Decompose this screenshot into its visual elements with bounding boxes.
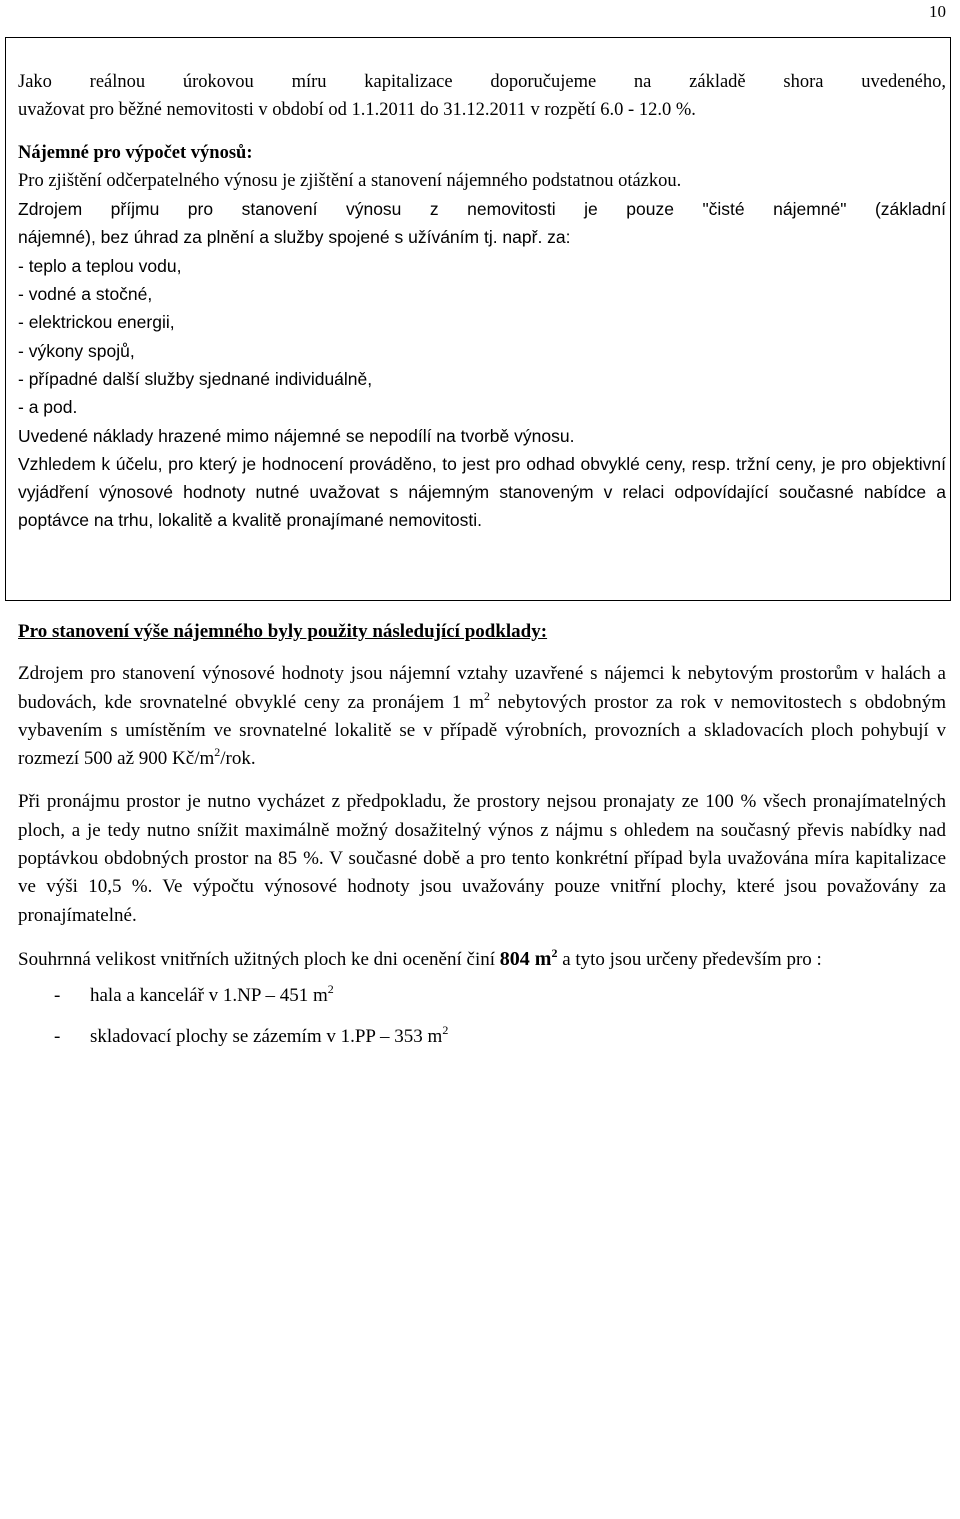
area-item-sup: 2 [327, 982, 334, 997]
area-list-item [18, 982, 946, 1010]
rent-line-a: Pro zjištění odčerpatelného výnosu je zjištění a stanovení nájemného podstatnou otázkou. [18, 170, 682, 191]
total-area-value: 804 m [499, 947, 552, 970]
intro-line-2: uvažovat pro běžné nemovitosti v období od 1.1.2011 do 31.12.2011 v rozpětí 6.0 - 12.0 %. [18, 100, 696, 121]
rent-heading: Nájemné pro výpočet výnosů: [18, 142, 253, 163]
area-item-text: hala a kancelář v 1.NP – 451 m [90, 985, 328, 1007]
list-item: - teplo a teplou vodu, [18, 255, 182, 276]
list-item: - elektrickou energii, [18, 312, 175, 333]
info-box-content [18, 68, 946, 535]
list-item: - vodné a stočné, [18, 284, 153, 305]
para1-text-a: Zdrojem pro stanovení výnosové hodnoty jsou nájemní vztahy uzavřené s nájemci k nebytovým prostorům v halách a budovách, kde srovnatelné obvyklé ceny za pronájem 1 m [18, 663, 946, 713]
rent-line-c: nájemné), bez úhrad za plnění a služby spojené s užíváním tj. např. za: [18, 227, 571, 248]
area-list [18, 982, 946, 1051]
area-item-sup: 2 [442, 1022, 449, 1037]
para3-text-b: a tyto jsou určeny především pro : [557, 948, 822, 970]
sources-paragraph-3 [18, 945, 946, 974]
rent-final-paragraph: Vzhledem k účelu, pro který je hodnocení prováděno, to jest pro odhad obvyklé ceny, resp. tržní ceny, je pro objektivní vyjádření výnosové hodnoty nutné uvažovat s nájemným stanoveným v relaci odpovídající současné nabídce a poptávce na trhu, lokalitě a kvalitě pronajímané nemovitosti. [18, 453, 946, 531]
sources-paragraph-1 [18, 660, 946, 773]
para1-sup-2: 2 [214, 745, 221, 760]
rent-line-b: Zdrojem příjmu pro stanovení výnosu z nemovitosti je pouze "čisté nájemné" (základní [18, 199, 946, 220]
para1-sup-1: 2 [483, 688, 490, 703]
list-item: - a pod. [18, 397, 78, 418]
area-list-item [18, 1023, 946, 1051]
dash-marker: - [54, 985, 61, 1007]
intro-line-1: Jako reálnou úrokovou míru kapitalizace doporučujeme na základě shora uvedeného, [18, 72, 946, 92]
list-item: - výkony spojů, [18, 340, 135, 361]
rent-line-d: Uvedené náklady hrazené mimo nájemné se nepodílí na tvorbě výnosu. [18, 425, 575, 446]
area-item-text: skladovací plochy se zázemím v 1.PP – 353 m [90, 1025, 443, 1047]
sources-heading: Pro stanovení výše nájemného byly použity následující podklady: [18, 621, 548, 642]
dash-marker: - [54, 1025, 61, 1047]
para1-text-b: nebytových prostor za rok v nemovitostech s obdobným vybavením s umístěním ve srovnatelné lokalitě se v případě výrobních, provozních a skladovacích ploch pohybují v rozmezí 500 až 900 Kč/m [18, 691, 946, 770]
total-area [499, 945, 558, 970]
page-number: 10 [929, 2, 946, 21]
list-item: - případné další služby sjednané individuálně, [18, 368, 373, 389]
main-content [18, 618, 946, 1063]
info-box [5, 37, 951, 601]
para3-text-a: Souhrnná velikost vnitřních užitných ploch ke dni ocenění činí [18, 948, 500, 970]
sources-paragraph-2: Při pronájmu prostor je nutno vycházet z předpokladu, že prostory nejsou pronajaty ze 100 % všech pronajímatelných ploch, a je tedy nutno snížit maximálně možný dosažitelný výnos z nájmu s ohledem na současný převis nabídky nad poptávkou obdobných prostor na 85 %. V současné době a pro tento konkrétní případ byla uvažována míra kapitalizace ve výši 10,5 %. Ve výpočtu výnosové hodnoty jsou uvažovány pouze vnitřní plochy, které jsou považovány za pronajímatelné. [18, 791, 946, 926]
total-area-sup: 2 [551, 945, 558, 960]
para1-text-c: /rok. [220, 748, 256, 770]
